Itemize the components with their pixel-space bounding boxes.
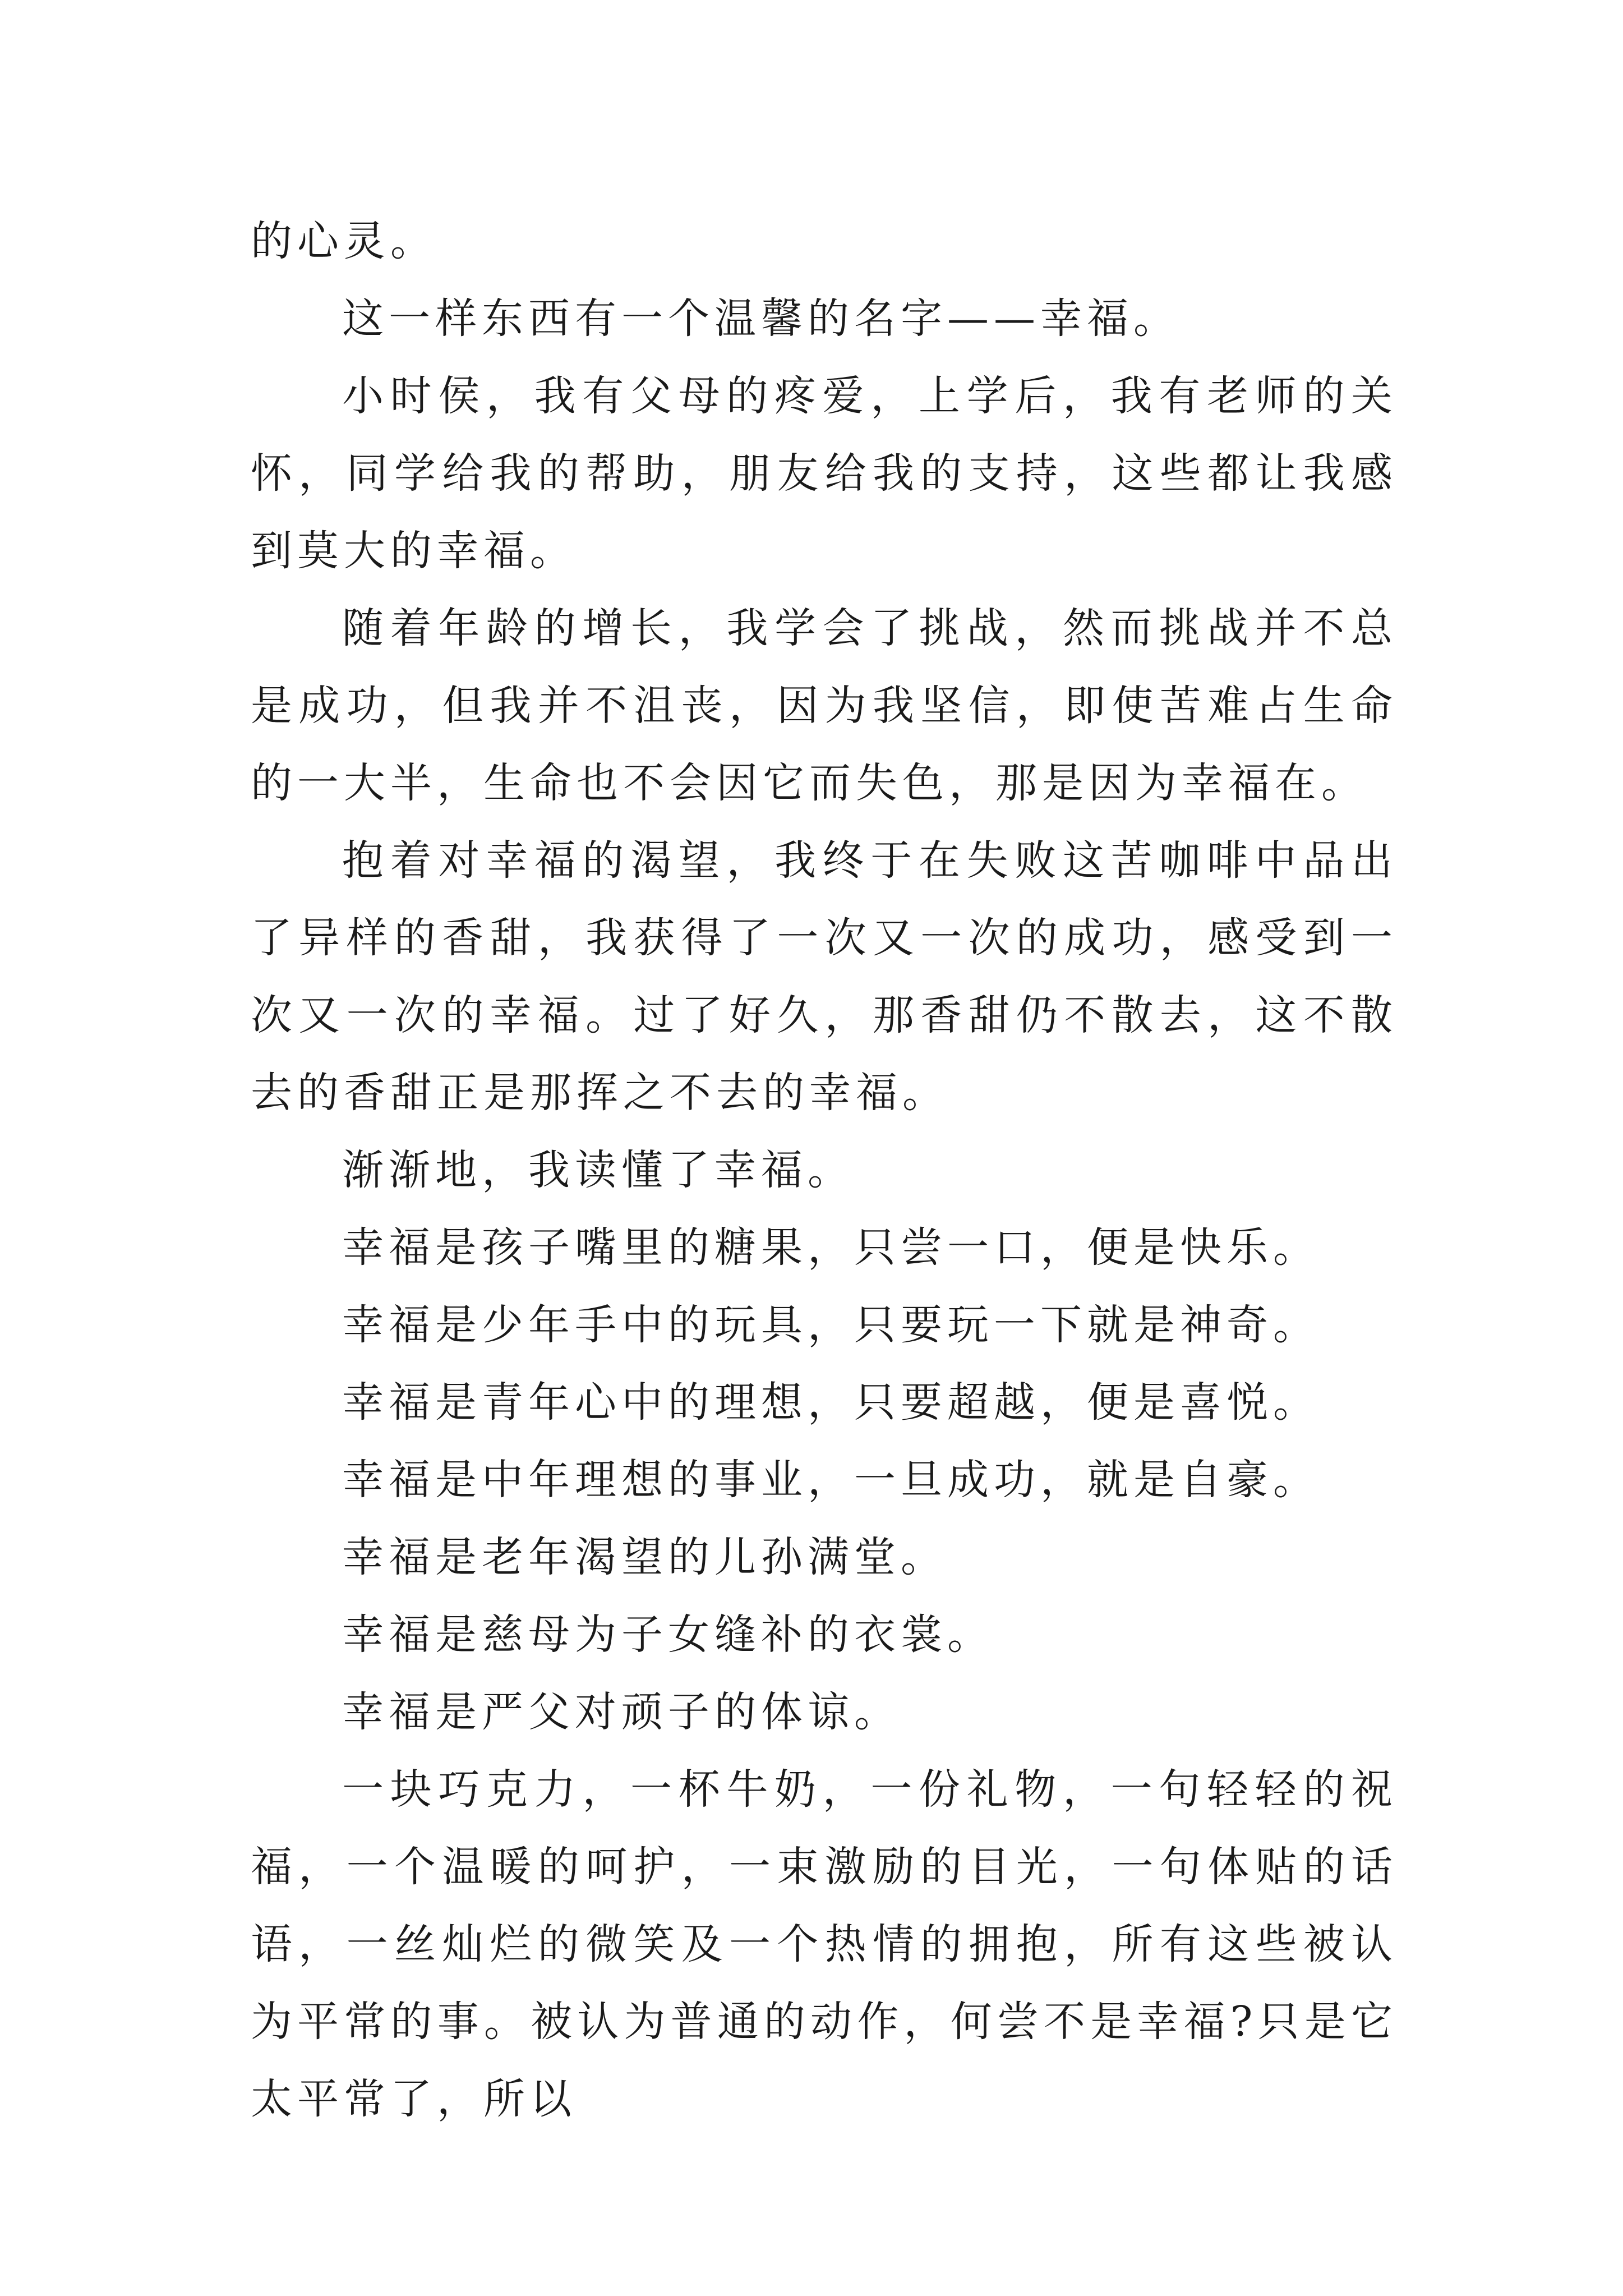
paragraph-6: 渐渐地，我读懂了幸福。 (342, 1146, 854, 1194)
paragraph-3: 小时侯，我有父母的疼爱，上学后，我有老师的关怀，同学给我的帮助，朋友给我的支持，这些都让我感到莫大的幸福。 (251, 372, 1398, 575)
paragraph-7: 幸福是孩子嘴里的糖果，只尝一口，便是快乐。 (342, 1223, 1320, 1272)
paragraph-10: 幸福是中年理想的事业，一旦成功，就是自豪。 (342, 1456, 1320, 1504)
paragraph-13: 幸福是严父对顽子的体谅。 (342, 1688, 901, 1736)
paragraph-4: 随着年龄的增长，我学会了挑战，然而挑战并不总是成功，但我并不沮丧，因为我坚信，即使苦难占生命的一大半，生命也不会因它而失色，那是因为幸福在。 (251, 604, 1398, 807)
paragraph-2: 这一样东西有一个温馨的名字——幸福。 (342, 295, 1180, 343)
paragraph-8: 幸福是少年手中的玩具，只要玩一下就是神奇。 (342, 1301, 1320, 1349)
paragraph-1: 的心灵。 (251, 217, 437, 265)
paragraph-11: 幸福是老年渴望的儿孙满堂。 (342, 1533, 947, 1581)
paragraph-5: 抱着对幸福的渴望，我终于在失败这苦咖啡中品出了异样的香甜，我获得了一次又一次的成功，感受到一次又一次的幸福。过了好久，那香甜仍不散去，这不散去的香甜正是那挥之不去的幸福。 (251, 836, 1398, 1117)
paragraph-9: 幸福是青年心中的理想，只要超越，便是喜悦。 (342, 1378, 1320, 1427)
paragraph-14: 一块巧克力，一杯牛奶，一份礼物，一句轻轻的祝福，一个温暖的呵护，一束激励的目光，一句体贴的话语，一丝灿烂的微笑及一个热情的拥抱，所有这些被认为平常的事。被认为普通的动作，何尝不是幸福?只是它太平常了，所以 (251, 1765, 1398, 2123)
paragraph-12: 幸福是慈母为子女缝补的衣裳。 (342, 1611, 994, 1659)
document-body (251, 203, 1398, 2138)
